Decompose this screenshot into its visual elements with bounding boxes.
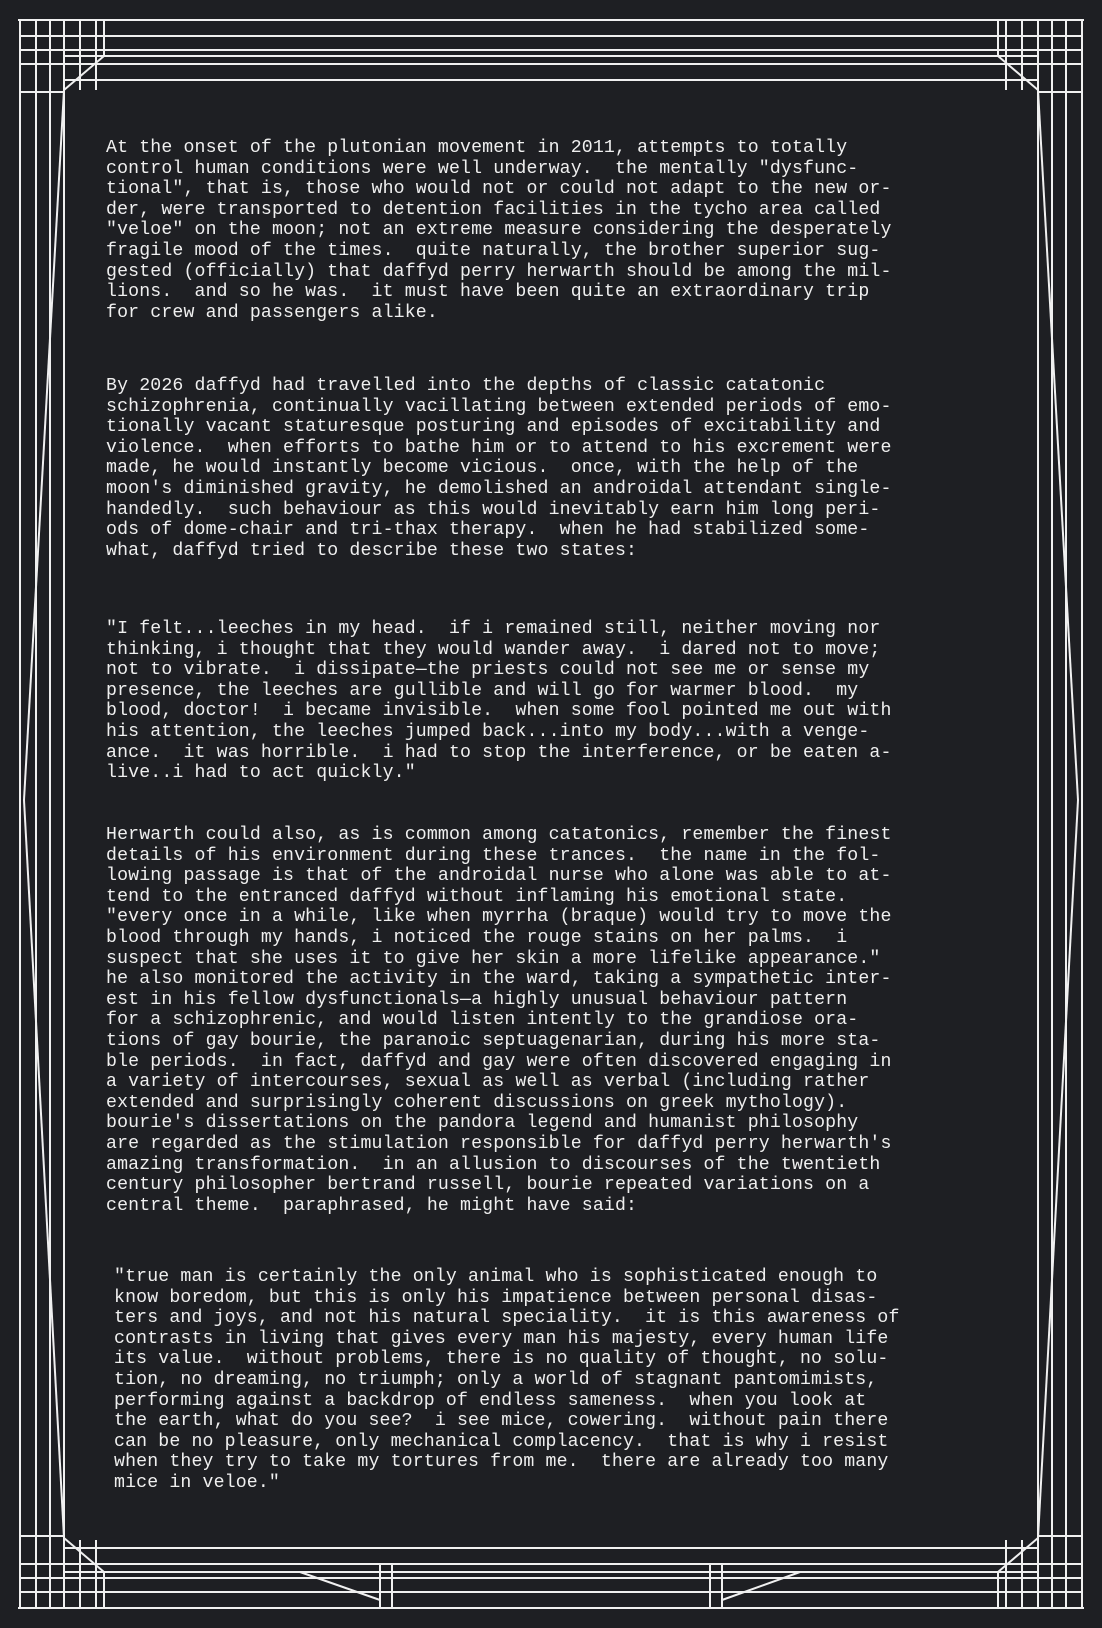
quote-true-man <box>114 1267 900 1494</box>
text-line: violence. when efforts to bathe him or to attend to his excrement were <box>106 437 892 458</box>
text-line: ods of dome-chair and tri-thax therapy. when he had stabilized some- <box>106 520 870 541</box>
text-line: ble periods. in fact, daffyd and gay were often discovered engaging in <box>106 1051 892 1072</box>
text-line: tions of gay bourie, the paranoic septuagenarian, during his more sta- <box>106 1030 881 1051</box>
text-line: der, were transported to detention facilities in the tycho area called <box>106 199 881 220</box>
text-line: At the onset of the plutonian movement in 2011, attempts to totally <box>106 138 848 158</box>
text-line: performing against a backdrop of endless sameness. when you look at <box>114 1390 867 1411</box>
text-line: "veloe" on the moon; not an extreme measure considering the desperately <box>106 220 892 241</box>
text-line: Herwarth could also, as is common among catatonics, remember the finest <box>106 825 892 845</box>
text-line: "every once in a while, like when myrrha (braque) would try to move the <box>106 907 892 928</box>
text-line: By 2026 daffyd had travelled into the depths of classic catatonic <box>106 376 826 396</box>
text-line: are regarded as the stimulation responsible for daffyd perry herwarth's <box>106 1133 892 1154</box>
text-line: he also monitored the activity in the ward, taking a sympathetic inter- <box>106 969 892 990</box>
text-line: lions. and so he was. it must have been quite an extraordinary trip <box>106 282 870 303</box>
text-line: extended and surprisingly coherent discussions on greek mythology). <box>106 1092 848 1113</box>
text-line: when they try to take my tortures from me. there are already too many <box>114 1452 889 1473</box>
text-line: lowing passage is that of the androidal nurse who alone was able to at- <box>106 866 892 887</box>
text-line: control human conditions were well underway. the mentally "dysfunc- <box>106 158 859 179</box>
text-line: for crew and passengers alike. <box>106 302 438 323</box>
text-line: its value. without problems, there is no quality of thought, no solu- <box>114 1349 889 1370</box>
text-line: fragile mood of the times. quite naturally, the brother superior sug- <box>106 240 881 261</box>
text-line: not to vibrate. i dissipate—the priests could not see me or sense my <box>106 660 870 681</box>
text-line: tend to the entranced daffyd without inflaming his emotional state. <box>106 886 848 907</box>
text-line: central theme. paraphrased, he might have said: <box>106 1195 638 1216</box>
text-line: bourie's dissertations on the pandora legend and humanist philosophy <box>106 1113 859 1134</box>
paragraph-schizophrenia <box>106 376 892 561</box>
text-line: handedly. such behaviour as this would inevitably earn him long peri- <box>106 499 881 520</box>
text-line: blood through my hands, i noticed the rouge stains on her palms. i <box>106 927 848 948</box>
text-line: presence, the leeches are gullible and will go for warmer blood. my <box>106 680 859 701</box>
text-line: can be no pleasure, only mechanical complacency. that is why i resist <box>114 1431 889 1452</box>
text-line: know boredom, but this is only his impatience between personal disas- <box>114 1287 878 1308</box>
text-line: ance. it was horrible. i had to stop the interference, or be eaten a- <box>106 742 892 763</box>
text-line: made, he would instantly become vicious. once, with the help of the <box>106 458 859 479</box>
text-line: suspect that she uses it to give her skin a more lifelike appearance." <box>106 948 881 969</box>
text-line: what, daffyd tried to describe these two states: <box>106 540 638 561</box>
text-line: "true man is certainly the only animal who is sophisticated enough to <box>114 1267 878 1287</box>
text-line: blood, doctor! i became invisible. when some fool pointed me out with <box>106 701 892 722</box>
text-line: tional", that is, those who would not or could not adapt to the new or- <box>106 179 892 200</box>
text-line: his attention, the leeches jumped back...into my body...with a venge- <box>106 721 870 742</box>
paragraph-intro <box>106 138 892 323</box>
text-line: century philosopher bertrand russell, bourie repeated variations on a <box>106 1175 870 1196</box>
text-line: thinking, i thought that they would wander away. i dared not to move; <box>106 639 881 660</box>
text-line: contrasts in living that gives every man his majesty, every human life <box>114 1328 889 1349</box>
text-line: est in his fellow dysfunctionals—a highly unusual behaviour pattern <box>106 989 848 1010</box>
text-line: the earth, what do you see? i see mice, cowering. without pain there <box>114 1411 889 1432</box>
text-line: gested (officially) that daffyd perry herwarth should be among the mil- <box>106 261 892 282</box>
paragraph-environment <box>106 825 892 1216</box>
text-line: ters and joys, and not his natural speciality. it is this awareness of <box>114 1308 900 1329</box>
quote-leeches <box>106 619 892 784</box>
text-line: mice in veloe." <box>114 1472 280 1493</box>
text-line: tion, no dreaming, no triumph; only a world of stagnant pantomimists, <box>114 1369 878 1390</box>
text-line: tionally vacant staturesque posturing and episodes of excitability and <box>106 417 881 438</box>
text-line: details of his environment during these trances. the name in the fol- <box>106 845 881 866</box>
text-line: a variety of intercourses, sexual as well as verbal (including rather <box>106 1072 870 1093</box>
text-line: for a schizophrenic, and would listen intently to the grandiose ora- <box>106 1010 859 1031</box>
text-line: schizophrenia, continually vacillating between extended periods of emo- <box>106 396 892 417</box>
text-line: "I felt...leeches in my head. if i remained still, neither moving nor <box>106 619 881 639</box>
text-line: live..i had to act quickly." <box>106 763 416 784</box>
text-line: moon's diminished gravity, he demolished an androidal attendant single- <box>106 478 892 499</box>
text-line: amazing transformation. in an allusion to discourses of the twentieth <box>106 1154 881 1175</box>
